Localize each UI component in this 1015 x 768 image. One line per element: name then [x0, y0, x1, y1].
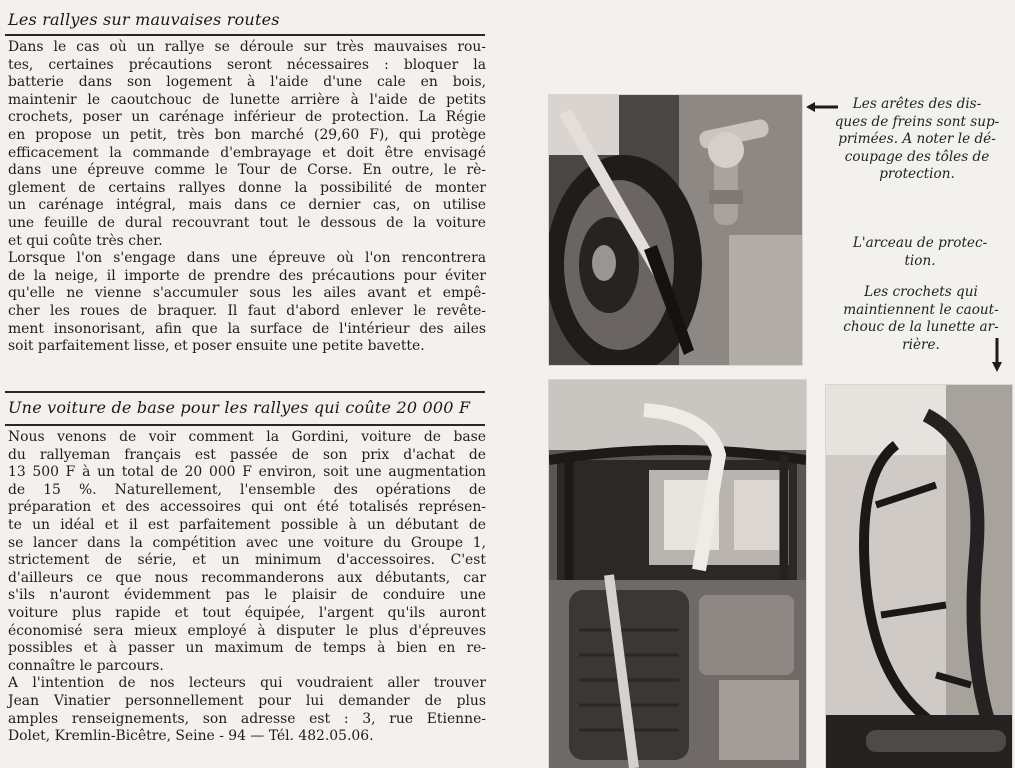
brake-disc-image: [549, 95, 802, 365]
text-line: qu'elle ne vienne s'accumuler sous les ailes avant et empê-: [8, 285, 486, 302]
caption-line: ques de freins sont sup-: [834, 113, 1000, 130]
section-divider: [5, 391, 485, 393]
brake-disc-photo: [549, 95, 802, 365]
text-line: cher les roues de braquer. Il faut d'abord enlever le revête-: [8, 302, 486, 319]
base-car-paragraph: [8, 429, 486, 746]
text-line: de la neige, il importe de prendre des précautions pour éviter: [8, 267, 486, 284]
text-line: du rallyeman français est passée de son prix d'achat de: [8, 446, 486, 463]
caption-line: primées. A noter le dé-: [838, 131, 996, 148]
text-line: soit parfaitement lisse, et poser ensuite une petite bavette.: [8, 338, 425, 355]
text-line: glement de certains rallyes donne la possibilité de monter: [8, 179, 486, 196]
caption-line: coupage des tôles de: [844, 148, 990, 165]
text-line: connaître le parcours.: [8, 657, 164, 674]
text-line: un carénage intégral, mais dans ce dernier cas, on utilise: [8, 197, 486, 214]
section-heading-base-car: Une voiture de base pour les rallyes qui coûte 20 000 F: [8, 398, 471, 417]
text-line: s'ils n'auront évidemment pas le plaisir de conduire une: [8, 587, 486, 604]
text-line: économisé sera mieux employé à disputer le plus d'épreuves: [8, 622, 486, 639]
text-line: te un idéal et il est parfaitement possible à un débutant de: [8, 516, 486, 533]
text-line: préparation et des accessoires qui ont été totalisés représen-: [8, 499, 486, 516]
text-line: Nous venons de voir comment la Gordini, voiture de base: [8, 429, 486, 445]
text-line: se lancer dans la compétition avec une voiture du Groupe 1,: [8, 534, 486, 551]
text-line: 13 500 F à un total de 20 000 F environ, soit une augmentation: [8, 464, 486, 481]
text-line: voiture plus rapide et tout équipée, l'argent qu'ils auront: [8, 604, 486, 621]
text-line: maintenir le caoutchouc de lunette arrière à l'aide de petits: [8, 91, 486, 108]
text-line: Dolet, Kremlin-Bicêtre, Seine - 94 — Tél. 482.05.06.: [8, 728, 374, 745]
text-line: une feuille de dural recouvrant tout le dessous de la voiture: [8, 214, 486, 231]
text-line: d'ailleurs ce que nous recommanderons aux débutants, car: [8, 569, 486, 586]
caption-line: protection.: [879, 166, 955, 183]
caption-line: rière.: [902, 336, 940, 353]
caption-roll-cage: [830, 235, 1010, 270]
caption-line: tion.: [904, 252, 936, 269]
text-line: Jean Vinatier personnellement pour lui demander de plus: [8, 692, 486, 709]
text-line: ment insonorisant, afin que la surface de l'intérieur des ailes: [8, 320, 486, 337]
caption-hooks: [830, 284, 1012, 354]
text-line: batterie dans son logement à l'aide d'une cale en bois,: [8, 74, 486, 91]
text-line: strictement de série, et un minimum d'accessoires. C'est: [8, 552, 486, 569]
caption-line: L'arceau de protec-: [852, 235, 988, 251]
text-line: Lorsque l'on s'engage dans une épreuve où l'on rencontrera: [8, 250, 486, 267]
roll-cage-interior-photo: [549, 380, 806, 768]
text-line: Dans le cas où un rallye se déroule sur très mauvaises rou-: [8, 39, 486, 55]
caption-line: Les crochets qui: [864, 284, 978, 300]
caption-arrow-down-icon: [992, 338, 1002, 372]
caption-line: maintiennent le caout-: [843, 301, 999, 318]
caption-brake-discs: [822, 96, 1012, 184]
heading-rule: [5, 34, 485, 36]
text-line: tes, certaines précautions seront nécessaires : bloquer la: [8, 56, 486, 73]
rear-window-hooks-photo: [826, 385, 1012, 768]
text-line: dans une épreuve comme le Tour de Corse. En outre, le rè-: [8, 162, 486, 179]
text-line: possibles et à passer un maximum de temps à bien en re-: [8, 640, 486, 657]
text-line: A l'intention de nos lecteurs qui voudraient aller trouver: [8, 675, 486, 692]
bad-roads-paragraph: [8, 39, 486, 356]
caption-line: Les arêtes des dis-: [852, 96, 982, 112]
caption-line: chouc de la lunette ar-: [843, 319, 999, 336]
text-line: crochets, poser un carénage inférieur de protection. La Régie: [8, 109, 486, 126]
heading-rule: [5, 424, 485, 426]
section-heading-bad-roads: Les rallyes sur mauvaises routes: [8, 10, 280, 29]
rear-window-hooks-image: [826, 385, 1012, 768]
text-line: de 15 %. Naturellement, l'ensemble des opérations de: [8, 481, 486, 498]
roll-cage-interior-image: [549, 380, 806, 768]
text-line: amples renseignements, son adresse est : 3, rue Etienne-: [8, 710, 486, 727]
text-line: et qui coûte très cher.: [8, 232, 163, 249]
text-line: efficacement la commande d'embrayage et doit être envisagé: [8, 144, 486, 161]
text-line: en propose un petit, très bon marché (29,60 F), qui protège: [8, 126, 486, 143]
